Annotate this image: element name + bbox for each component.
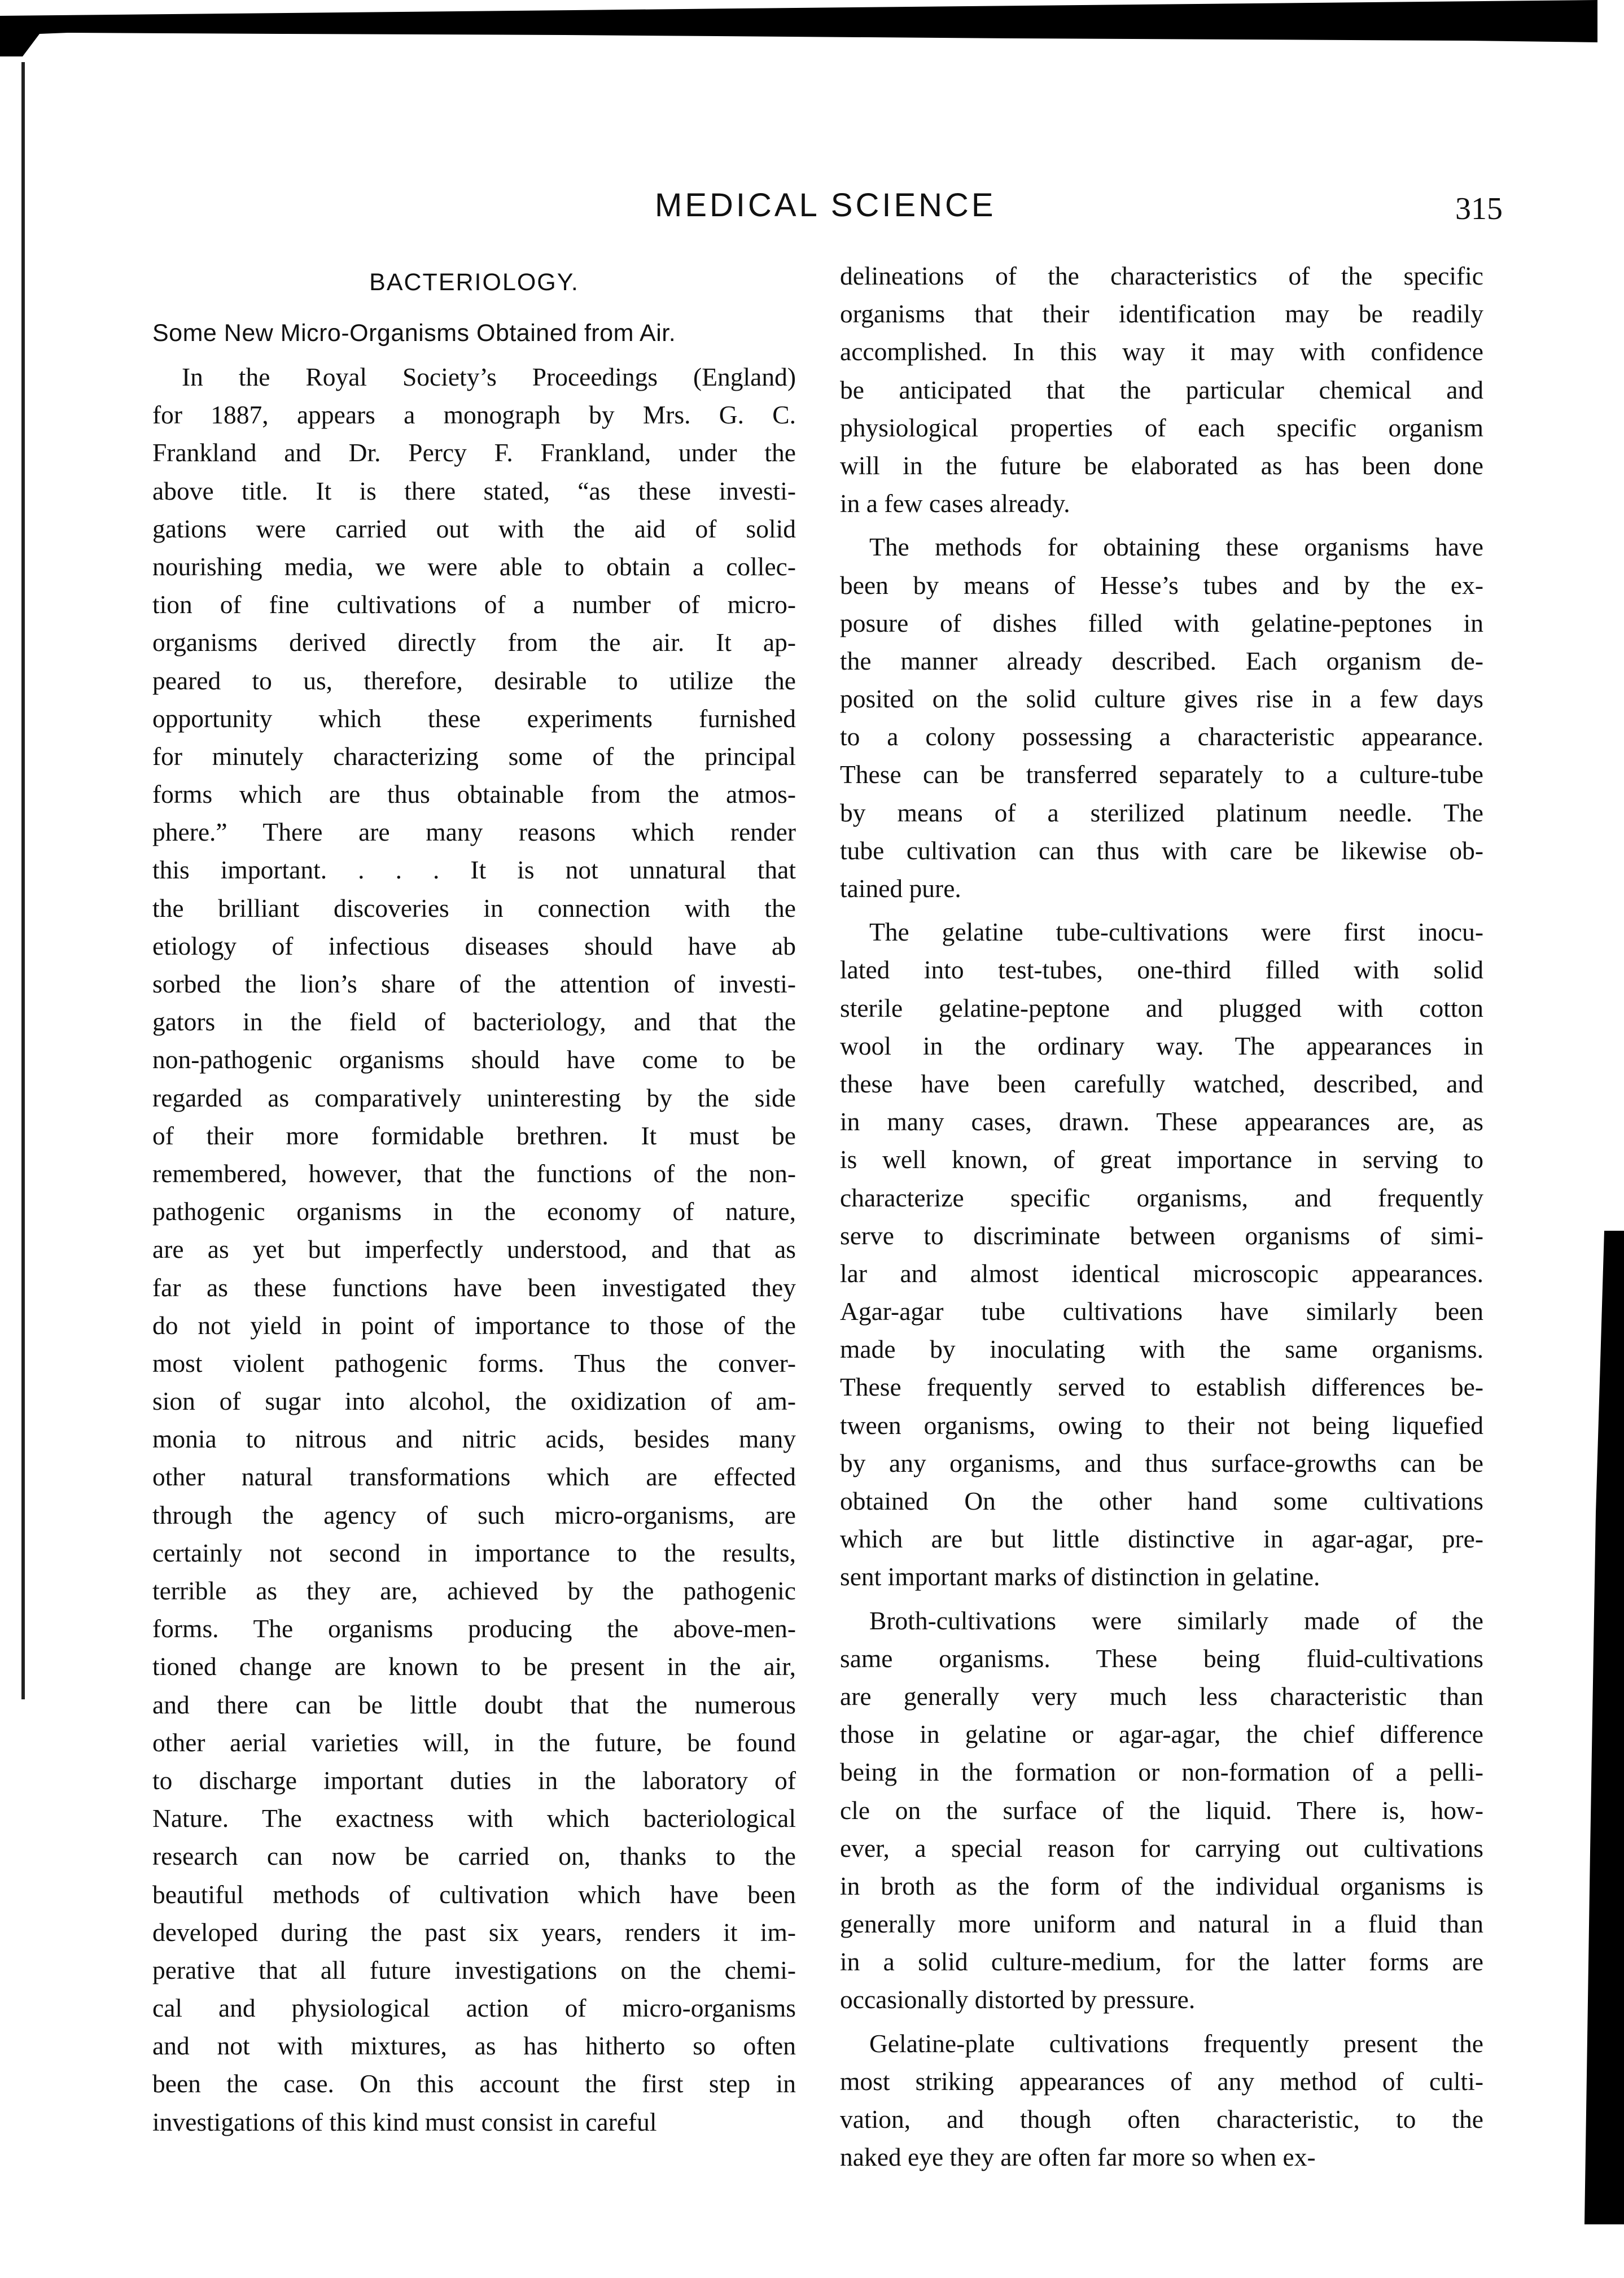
text-line: In the Royal Society’s Proceedings (England) — [182, 362, 796, 391]
text-line: made by inoculating with the same organisms. — [840, 1335, 1483, 1364]
text-line: cal and physiological action of micro-organisms — [152, 1993, 796, 2023]
right-column — [840, 257, 1483, 2176]
text-line: of their more formidable brethren. It must be — [152, 1121, 796, 1150]
text-line: tion of fine cultivations of a number of micro- — [152, 590, 796, 619]
text-line: been by means of Hesse’s tubes and by the ex- — [840, 570, 1483, 600]
text-line: same organisms. These being fluid-cultivations — [840, 1643, 1483, 1673]
text-line: tube cultivation can thus with care be likewise ob- — [840, 836, 1483, 865]
text-line: which are but little distinctive in agar-agar, pre- — [840, 1524, 1483, 1554]
text-line: through the agency of such micro-organisms, are — [152, 1500, 796, 1529]
text-line: by means of a sterilized platinum needle. The — [840, 798, 1483, 827]
text-line: Agar-agar tube cultivations have similarly been — [840, 1297, 1483, 1326]
text-line: research can now be carried on, thanks to the — [152, 1842, 796, 1871]
text-line: opportunity which these experiments furnished — [152, 703, 796, 733]
paragraph — [840, 2025, 1483, 2176]
text-line: most violent pathogenic forms. Thus the conver- — [152, 1348, 796, 1378]
text-line: in a few cases already. — [840, 489, 1070, 518]
text-line: delineations of the characteristics of the specific — [840, 261, 1483, 290]
text-line: tained pure. — [840, 874, 961, 903]
text-line: posited on the solid culture gives rise in a few days — [840, 684, 1483, 714]
text-line: occasionally distorted by pressure. — [840, 1985, 1196, 2014]
text-line: to a colony possessing a characteristic appearance. — [840, 722, 1483, 751]
text-line: sent important marks of distinction in gelatine. — [840, 1562, 1320, 1591]
text-line: investigations of this kind must consist in careful — [152, 2107, 657, 2136]
text-line: will in the future be elaborated as has been done — [840, 451, 1483, 480]
scan-border-right — [1556, 1231, 1624, 2224]
text-line: those in gelatine or agar-agar, the chief difference — [840, 1720, 1483, 1749]
text-line: in broth as the form of the individual organisms is — [840, 1871, 1483, 1900]
text-line: organisms derived directly from the air. It ap- — [152, 628, 796, 657]
text-line: phere.” There are many reasons which render — [152, 817, 796, 847]
text-line: tween organisms, owing to their not being liquefied — [840, 1410, 1483, 1440]
text-line: organisms that their identification may be readily — [840, 299, 1483, 329]
paragraph — [840, 528, 1483, 907]
text-line: other natural transformations which are effected — [152, 1462, 796, 1492]
text-line: regarded as comparatively uninteresting by the side — [152, 1083, 796, 1112]
text-line: physiological properties of each specific organism — [840, 413, 1483, 442]
text-line: forms. The organisms producing the above-men- — [152, 1614, 796, 1643]
text-line: in many cases, drawn. These appearances are, as — [840, 1107, 1483, 1136]
text-line: serve to discriminate between organisms of simi- — [840, 1221, 1483, 1250]
text-line: do not yield in point of importance to those of the — [152, 1310, 796, 1340]
article-body-right — [840, 257, 1483, 2176]
text-line: sion of sugar into alcohol, the oxidization of am- — [152, 1387, 796, 1416]
text-line: being in the formation or non-formation of a pelli- — [840, 1757, 1483, 1787]
left-column — [152, 265, 796, 2141]
text-line: is well known, of great importance in serving to — [840, 1145, 1483, 1174]
paragraph-gap — [840, 907, 1483, 913]
text-line: the manner already described. Each organism de- — [840, 646, 1483, 675]
text-line: Gelatine-plate cultivations frequently present the — [869, 2028, 1483, 2058]
text-line: other aerial varieties will, in the future, be found — [152, 1728, 796, 1757]
text-line: Nature. The exactness with which bacteriological — [152, 1804, 796, 1833]
paragraph — [840, 913, 1483, 1595]
text-line: the brilliant discoveries in connection with the — [152, 893, 796, 922]
text-line: are as yet but imperfectly understood, and that as — [152, 1235, 796, 1264]
text-line: peared to us, therefore, desirable to utilize the — [152, 666, 796, 695]
text-line: vation, and though often characteristic, to the — [840, 2105, 1483, 2133]
article-body-left — [152, 358, 796, 2141]
text-line: gations were carried out with the aid of solid — [152, 514, 796, 543]
text-line: monia to nitrous and nitric acids, besides many — [152, 1424, 796, 1454]
text-line: accomplished. In this way it may with confidence — [840, 337, 1483, 366]
text-line: nourishing media, we were able to obtain a collec- — [152, 552, 796, 581]
text-line: sterile gelatine-peptone and plugged with cotton — [840, 993, 1483, 1022]
text-line: this important. . . . It is not unnatural that — [152, 855, 796, 885]
text-line: These frequently served to establish differences be- — [840, 1372, 1483, 1402]
paragraph-gap — [840, 522, 1483, 528]
article-title: Some New Micro-Organisms Obtained from Air. — [152, 320, 676, 347]
text-line: generally more uniform and natural in a fluid than — [840, 1909, 1483, 1939]
text-line: gators in the field of bacteriology, and that the — [152, 1007, 796, 1037]
text-line: characterize specific organisms, and frequently — [840, 1183, 1483, 1212]
page-number: 315 — [1455, 191, 1503, 226]
section-title: BACTERIOLOGY. — [369, 269, 579, 296]
text-line: developed during the past six years, renders it im- — [152, 1917, 796, 1947]
text-line: these have been carefully watched, described, and — [840, 1069, 1483, 1098]
text-line: obtained On the other hand some cultivations — [840, 1486, 1483, 1515]
text-line: naked eye they are often far more so when ex- — [840, 2143, 1316, 2172]
text-line: ever, a special reason for carrying out cultivations — [840, 1833, 1483, 1862]
text-line: terrible as they are, achieved by the pathogenic — [152, 1576, 796, 1605]
running-head: MEDICAL SCIENCE — [655, 187, 996, 224]
text-line: above title. It is there stated, “as these investi- — [152, 476, 796, 505]
text-line: The gelatine tube-cultivations were first inocu- — [869, 917, 1483, 947]
text-line: most striking appearances of any method of culti- — [840, 2066, 1483, 2096]
text-line: These can be transferred separately to a culture-tube — [840, 760, 1483, 789]
text-line: for minutely characterizing some of the principal — [152, 741, 796, 771]
text-line: beautiful methods of cultivation which have been — [152, 1879, 796, 1909]
text-line: to discharge important duties in the laboratory of — [152, 1765, 796, 1795]
text-line: lated into test-tubes, one-third filled with solid — [840, 955, 1483, 985]
scan-border-left — [21, 62, 25, 1699]
text-line: and there can be little doubt that the numerous — [152, 1690, 796, 1719]
paragraph — [152, 358, 796, 2141]
scan-border-top — [0, 0, 1624, 79]
text-line: certainly not second in importance to the results, — [152, 1538, 796, 1567]
paragraph-gap — [840, 2019, 1483, 2025]
text-line: be anticipated that the particular chemical and — [840, 375, 1483, 404]
text-line: pathogenic organisms in the economy of nature, — [152, 1197, 796, 1226]
paragraph-gap — [840, 1596, 1483, 1602]
text-line: for 1887, appears a monograph by Mrs. G. C. — [152, 400, 796, 430]
text-line: wool in the ordinary way. The appearances in — [840, 1031, 1483, 1060]
text-line: in a solid culture-medium, for the latter forms are — [840, 1947, 1483, 1977]
paragraph — [840, 257, 1483, 522]
text-line: sorbed the lion’s share of the attention of investi- — [152, 969, 796, 998]
text-line: and not with mixtures, as has hitherto so often — [152, 2031, 796, 2061]
text-line: are generally very much less characteristic than — [840, 1681, 1483, 1711]
paragraph — [840, 1602, 1483, 2019]
text-line: non-pathogenic organisms should have come to be — [152, 1045, 796, 1074]
text-line: lar and almost identical microscopic appearances. — [840, 1258, 1483, 1288]
text-line: perative that all future investigations on the chemi- — [152, 1955, 796, 1984]
text-line: Frankland and Dr. Percy F. Frankland, under the — [152, 438, 796, 467]
text-line: by any organisms, and thus surface-growths can be — [840, 1448, 1483, 1477]
text-line: cle on the surface of the liquid. There is, how- — [840, 1795, 1483, 1825]
text-line: forms which are thus obtainable from the atmos- — [152, 780, 796, 809]
text-line: Broth-cultivations were similarly made of the — [869, 1606, 1483, 1635]
text-line: tioned change are known to be present in the air, — [152, 1652, 796, 1681]
text-line: etiology of infectious diseases should have ab — [152, 931, 796, 960]
text-line: far as these functions have been investigated they — [152, 1273, 796, 1302]
text-line: The methods for obtaining these organisms have — [869, 532, 1483, 562]
text-line: been the case. On this account the first step in — [152, 2069, 796, 2098]
text-line: posure of dishes filled with gelatine-peptones in — [840, 608, 1483, 637]
text-line: remembered, however, that the functions of the non- — [152, 1158, 796, 1188]
